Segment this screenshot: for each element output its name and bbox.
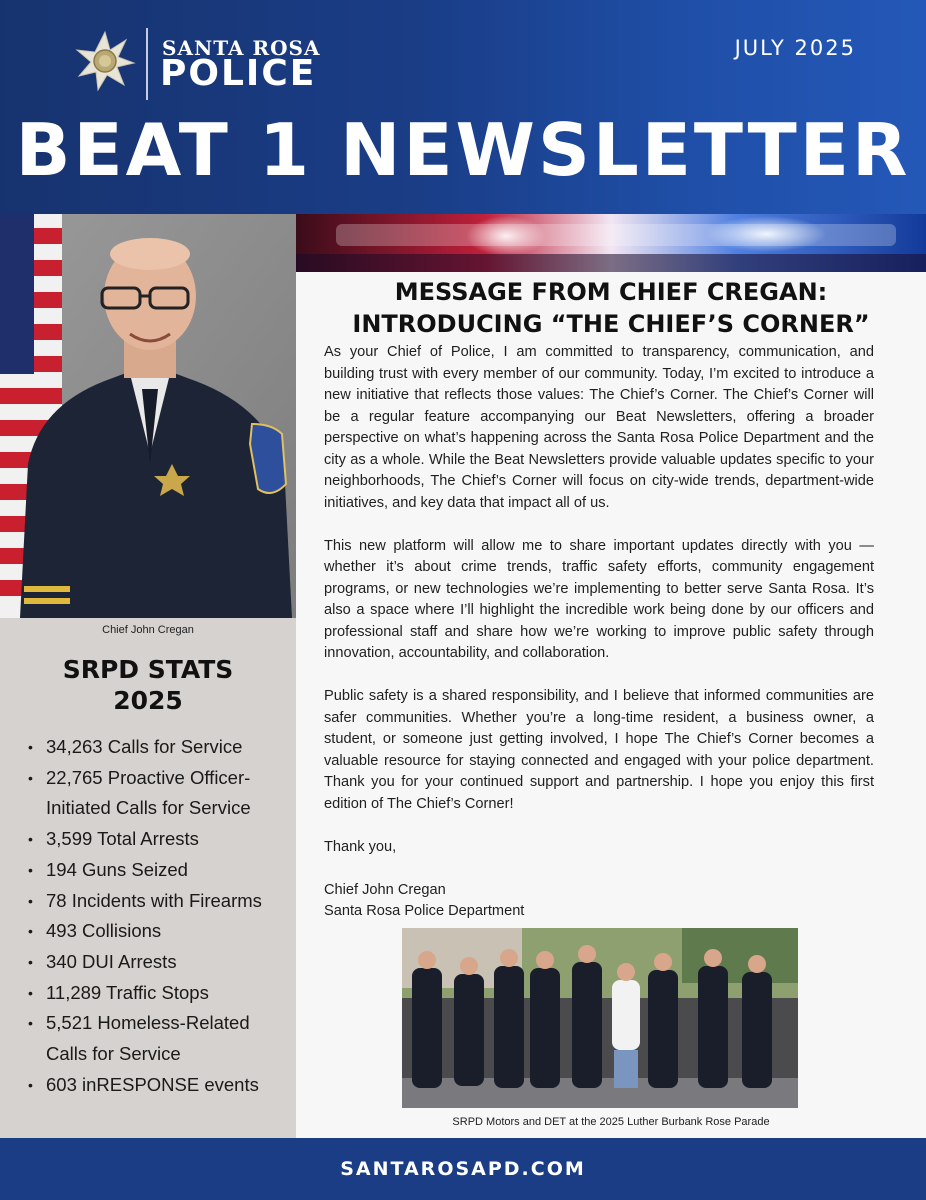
message-paragraph: Public safety is a shared responsibility, and I believe that informed communities are safer communities. Whether you’re a long-time resident, a business owner, a student, or someone just getting involved, I hope The Chief’s Corner becomes a valuable resource for staying connected and engaged with your police department. Thank you for your continued support and partnership. I hope you enjoy this first edition of The Chief’s Corner! <box>324 688 874 812</box>
stats-title-line2: 2025 <box>113 686 183 715</box>
main-content <box>296 214 926 1138</box>
stat-item: • 3,599 Total Arrests <box>24 824 290 855</box>
newsletter-title: BEAT 1 NEWSLETTER <box>15 108 911 192</box>
message-paragraph: As your Chief of Police, I am committed to transparency, communication, and building trust with every member of our community. Today, I’m excited to introduce a new initiative that reflects those values: The Chief’s Corner. The Chief’s Corner will be a regular feature accompanying our Beat Newsletters, offering a broader perspective on what’s happening across the Santa Rosa Police Department and the city as a whole. While the Beat Newsletters provide valuable updates specific to your neighborhoods, The Chief’s Corner will focus on city-wide trends, department-wide initiatives, and key data that impact all of us. <box>324 344 874 511</box>
message-title-line1: MESSAGE FROM CHIEF CREGAN: <box>394 278 828 306</box>
stat-item: • 22,765 Proactive Officer-Initiated Calls for Service <box>24 763 290 824</box>
chief-photo-caption: Chief John Cregan <box>102 624 194 636</box>
brand-city: SANTA ROSA <box>162 36 321 60</box>
signature-name: Chief John Cregan <box>324 881 446 898</box>
stat-item: • 603 inRESPONSE events <box>24 1070 290 1101</box>
officers-group-photo <box>402 928 798 1108</box>
stat-item: • 493 Collisions <box>24 916 290 947</box>
message-title <box>296 276 926 340</box>
signature-org: Santa Rosa Police Department <box>324 903 525 919</box>
stat-item: • 5,521 Homeless-Related Calls for Service <box>24 1008 290 1069</box>
group-photo-caption: SRPD Motors and DET at the 2025 Luther Burbank Rose Parade <box>452 1116 770 1128</box>
brand-police: POLICE <box>160 53 317 94</box>
message-closing: Thank you, <box>324 838 397 855</box>
chief-portrait-photo <box>0 214 296 618</box>
message-title-line2: INTRODUCING “THE CHIEF’S CORNER” <box>352 310 870 338</box>
stats-title <box>0 654 296 716</box>
stat-item: • 194 Guns Seized <box>24 855 290 886</box>
message-body <box>324 342 874 923</box>
logo-divider <box>146 28 148 100</box>
stat-item: • 11,289 Traffic Stops <box>24 978 290 1009</box>
newsletter-header <box>0 0 926 214</box>
stats-title-line1: SRPD STATS <box>62 655 234 684</box>
police-lights-banner-image <box>296 214 926 272</box>
sidebar <box>0 214 296 1138</box>
message-paragraph: This new platform will allow me to share important updates directly with you — whether it’s about crime trends, traffic safety efforts, community engagement programs, or new technologies we’re implementing to better serve Santa Rosa. It’s also a space where I’ll highlight the incredible work being done by our officers and professional staff and share how we’re working to improve public safety through innovation, accountability, and collaboration. <box>324 537 874 661</box>
issue-date: JULY 2025 <box>734 36 856 60</box>
stats-list <box>24 732 290 1100</box>
stat-item: • 78 Incidents with Firearms <box>24 886 290 917</box>
stat-item: • 34,263 Calls for Service <box>24 732 290 763</box>
stat-item: • 340 DUI Arrests <box>24 947 290 978</box>
footer-website-link[interactable]: SANTAROSAPD.COM <box>0 1138 926 1200</box>
police-star-badge-logo <box>74 30 136 92</box>
